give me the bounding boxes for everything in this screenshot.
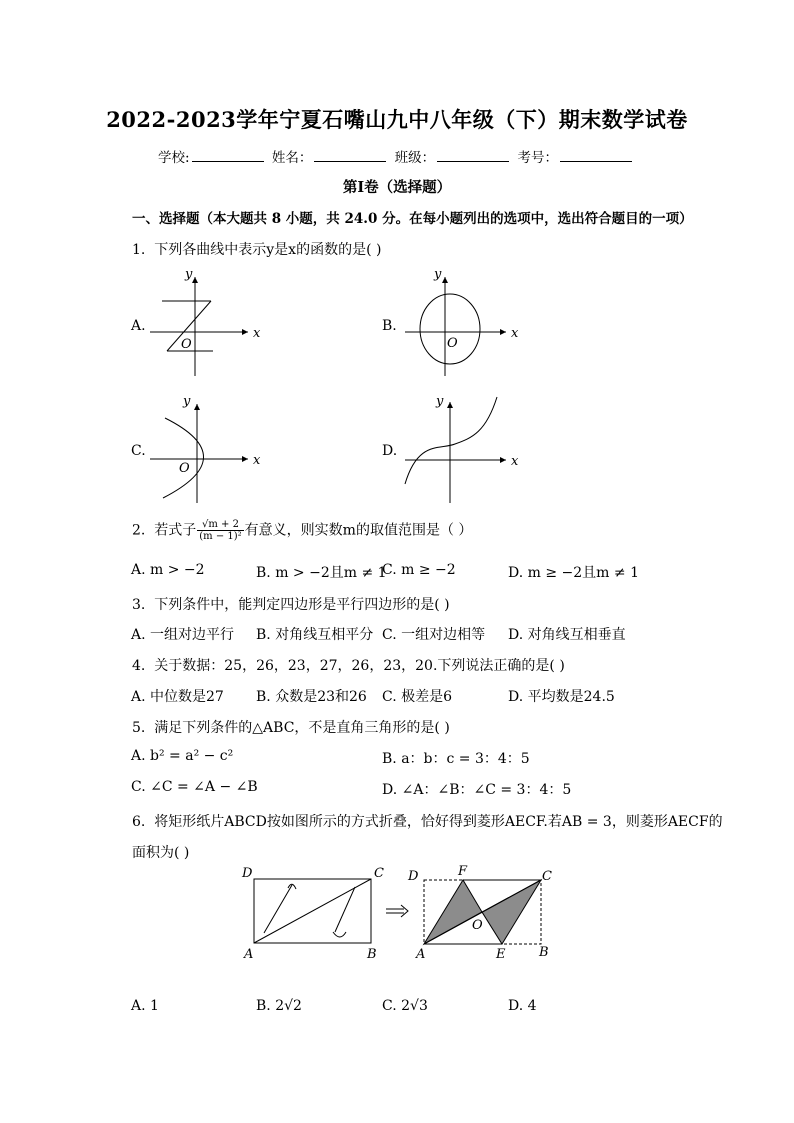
question-stem-pre: 若式子	[154, 522, 197, 539]
svg-text:x: x	[253, 453, 261, 468]
q5-option-d: D. ∠A：∠B：∠C = 3：4：5	[382, 782, 572, 798]
question-number: 3.	[132, 597, 146, 613]
q6-option-c: C. 2√3	[382, 998, 428, 1014]
q1-graph-c	[145, 392, 270, 507]
q2-option-d: D. m ≥ −2且m ≠ 1	[508, 565, 639, 581]
fraction-denominator: (m − 1)²	[199, 531, 242, 542]
question-number: 5.	[132, 720, 146, 736]
name-label: 姓名：	[271, 150, 313, 166]
question-1	[132, 239, 381, 259]
svg-text:E: E	[496, 947, 506, 962]
q2-option-b: B. m > −2且m ≠ 1	[256, 565, 387, 581]
origin-label: O	[181, 337, 192, 352]
q1-option-c-label: C.	[131, 443, 146, 459]
q6-option-d: D. 4	[508, 998, 537, 1014]
q4-option-c: C. 极差是6	[382, 689, 453, 705]
q3-option-c: C. 一组对边相等	[382, 627, 486, 643]
school-label: 学校:	[158, 150, 190, 166]
question-6	[132, 811, 723, 831]
svg-text:O: O	[447, 336, 458, 351]
question-number: 6.	[132, 814, 146, 830]
q6-option-b: B. 2√2	[256, 998, 302, 1014]
q4-option-a: A. 中位数是27	[131, 689, 224, 705]
q1-graph-a	[145, 265, 270, 380]
question-number: 4.	[132, 658, 146, 674]
svg-text:x: x	[511, 326, 519, 341]
q4-option-b: B. 众数是23和26	[256, 689, 367, 705]
question-stem: 满足下列条件的△ABC，不是直角三角形的是( )	[154, 720, 450, 736]
question-3	[132, 594, 450, 614]
svg-text:D: D	[242, 866, 253, 881]
question-number: 2.	[132, 522, 146, 539]
q1-graph-d	[400, 392, 525, 507]
question-stem: 下列条件中，能判定四边形是平行四边形的是( )	[154, 597, 450, 613]
q1-option-a-label: A.	[131, 318, 146, 334]
fraction-numerator: √m + 2	[197, 519, 243, 531]
q5-option-a: A. b² = a² − c²	[131, 748, 234, 764]
q6-option-a: A. 1	[131, 998, 159, 1014]
svg-text:y: y	[434, 267, 442, 282]
question-4	[132, 655, 565, 675]
x-axis-label: x	[253, 326, 261, 341]
q1-option-d-label: D.	[382, 443, 398, 459]
exam-number-blank[interactable]	[560, 149, 632, 162]
svg-text:y: y	[183, 394, 191, 409]
svg-text:C: C	[542, 869, 552, 884]
y-axis-label: y	[185, 267, 193, 282]
question-stem: 关于数据：25，26，23，27，26，23，20.下列说法正确的是( )	[154, 658, 565, 674]
question-stem: 将矩形纸片ABCD按如图所示的方式折叠，恰好得到菱形AECF.若AB = 3，则菱形AECF的	[154, 814, 723, 830]
fraction	[197, 519, 243, 542]
class-blank[interactable]	[437, 149, 509, 162]
svg-text:B: B	[539, 945, 549, 960]
q1-option-b-label: B.	[382, 318, 397, 334]
q2-option-a: A. m > −2	[131, 562, 205, 578]
question-number: 1.	[132, 242, 146, 258]
school-blank[interactable]	[192, 149, 264, 162]
svg-text:A: A	[416, 947, 426, 962]
section-title: 一、选择题（本大题共 8 小题，共 24.0 分。在每小题列出的选项中，选出符合题目的一项）	[132, 211, 693, 227]
q6-folding-figure	[236, 860, 566, 965]
name-blank[interactable]	[314, 149, 386, 162]
question-6-stem-cont: 面积为( )	[132, 845, 190, 861]
svg-text:y: y	[436, 394, 444, 409]
svg-text:x: x	[511, 454, 519, 469]
part-title: 第Ⅰ卷（选择题）	[342, 179, 452, 196]
class-label: 班级：	[394, 150, 436, 166]
question-5	[132, 717, 450, 737]
q5-option-b: B. a：b：c = 3：4：5	[382, 751, 530, 767]
exam-title: 2022-2023学年宁夏石嘴山九中八年级（下）期末数学试卷	[106, 107, 688, 132]
question-stem: 下列各曲线中表示y是x的函数的是( )	[154, 242, 382, 258]
q3-option-a: A. 一组对边平行	[131, 627, 235, 643]
q3-option-d: D. 对角线互相垂直	[508, 627, 626, 643]
student-info-line	[0, 146, 794, 166]
svg-text:O: O	[472, 918, 483, 933]
svg-text:B: B	[367, 947, 377, 962]
exam-number-label: 考号：	[517, 150, 558, 166]
q4-option-d: D. 平均数是24.5	[508, 689, 615, 705]
svg-text:F: F	[458, 864, 468, 879]
q5-option-c: C. ∠C = ∠A − ∠B	[131, 779, 258, 795]
q2-option-c: C. m ≥ −2	[382, 562, 456, 578]
svg-text:C: C	[374, 866, 384, 881]
svg-text:O: O	[179, 461, 190, 476]
q1-graph-b	[400, 265, 525, 380]
q3-option-b: B. 对角线互相平分	[256, 627, 374, 643]
svg-text:D: D	[408, 869, 419, 884]
svg-text:A: A	[244, 947, 254, 962]
question-stem-post: 有意义，则实数m的取值范围是（ ）	[244, 522, 473, 539]
question-2	[132, 519, 472, 542]
